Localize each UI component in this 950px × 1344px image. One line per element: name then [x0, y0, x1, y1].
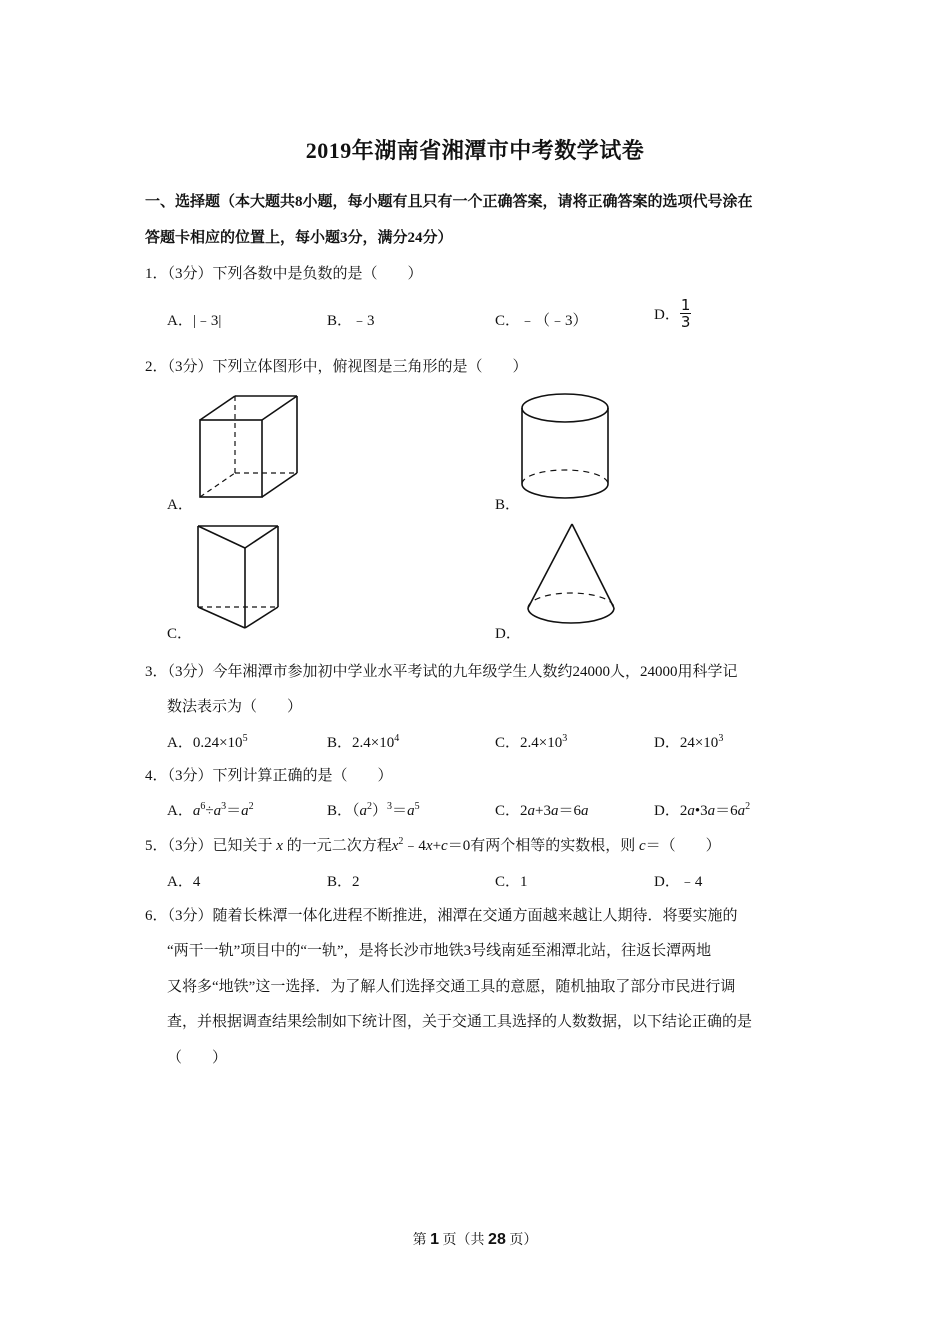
page-number: 1	[430, 1231, 440, 1248]
fraction-one-third	[680, 297, 692, 330]
question-3-option-c	[495, 731, 567, 752]
page-title: 2019年湖南省湘潭市中考数学试卷	[305, 138, 645, 163]
option-label: A．	[167, 803, 193, 819]
stem-text: 的一元二次方程	[286, 838, 392, 854]
option-exponent: 4	[394, 733, 400, 744]
fraction-denominator: 3	[680, 313, 691, 331]
option-label: D．	[654, 803, 680, 819]
triangular-prism-figure	[190, 520, 285, 635]
section-heading-line-1: 一、选择题（本大题共8小题，每小题有且只有一个正确答案，请将正确答案的选项代号涂在	[145, 194, 753, 210]
question-3-option-b	[327, 731, 399, 752]
option-d-label: D．	[654, 307, 680, 323]
question-5-option-b: B．2	[327, 874, 360, 890]
question-1-option-d	[654, 297, 691, 330]
footer-text: 页）	[509, 1233, 538, 1248]
variable-x: x	[276, 838, 283, 854]
option-base: 24×10	[679, 735, 719, 751]
question-5-option-a: A．4	[167, 874, 201, 890]
question-2-option-a: A．	[167, 497, 193, 513]
option-label: C．	[495, 735, 521, 751]
section-heading	[145, 184, 815, 256]
section-heading-line-2: 答题卡相应的位置上，每小题3分，满分24分）	[145, 230, 453, 246]
option-exponent: 5	[242, 733, 248, 744]
fraction-numerator: 1	[680, 296, 691, 314]
cube-figure	[190, 390, 305, 505]
option-base: 2.4×10	[352, 735, 395, 751]
stem-text: ＝（ ）	[645, 838, 721, 854]
footer-text: 页（共	[442, 1233, 485, 1248]
stem-text: 有两个相等的实数根，则	[470, 838, 636, 854]
option-exponent: 3	[718, 733, 724, 744]
option-exponent: 3	[562, 733, 568, 744]
variable-c: c	[638, 838, 646, 854]
question-2-option-d: D．	[495, 626, 521, 642]
option-label: D．	[654, 735, 680, 751]
question-1-option-c: C．﹣（﹣3）	[495, 313, 588, 329]
total-pages: 28	[488, 1231, 506, 1248]
question-5-stem: 5．（3分）已知关于 x 的一元二次方程$x^2﹣4x+c=0$有两个相等的实数根，则 c＝（ ）	[145, 836, 721, 854]
question-2-option-c: C．	[167, 626, 193, 642]
question-2-stem: 2．（3分）下列立体图形中，俯视图是三角形的是（ ）	[145, 359, 528, 375]
question-3-option-a	[167, 731, 248, 752]
question-6-line-4: 查，并根据调查结果绘制如下统计图，关于交通工具选择的人数数据，以下结论正确的是	[167, 1014, 753, 1030]
question-4-option-b: B．$(a^2)^3=a^5$	[327, 801, 420, 819]
option-base: 0.24×10	[192, 735, 243, 751]
question-1-option-b: B．﹣3	[327, 313, 375, 329]
cone-figure	[520, 518, 620, 633]
question-3-stem-line-2: 数法表示为（ ）	[167, 699, 303, 715]
question-6-line-3: 又将多“地铁”这一选择．为了解人们选择交通工具的意愿，随机抽取了部分市民进行调	[167, 979, 736, 995]
question-2-option-b: B．	[495, 497, 521, 513]
stem-text: 5．（3分）已知关于	[145, 838, 273, 854]
question-4-option-a: A．$a^6\div a^3=a^2$	[167, 801, 254, 819]
option-label: C．	[495, 803, 521, 819]
cylinder-figure	[515, 388, 615, 508]
footer-text: 第	[412, 1233, 427, 1248]
question-1-stem: 1．（3分）下列各数中是负数的是（ ）	[145, 266, 423, 282]
question-6-line-2: “两干一轨”项目中的“一轨”，是将长沙市地铁3号线南延至湘潭北站，往返长潭两地	[167, 943, 712, 959]
question-4-option-c: C．2a+3a＝6a	[495, 803, 589, 819]
question-5-option-c: C．1	[495, 874, 528, 890]
question-6-line-1: 6．（3分）随着长株潭一体化进程不断推进，湘潭在交通方面越来越让人期待．将要实施的	[145, 908, 738, 924]
option-base: 2.4×10	[520, 735, 563, 751]
question-3-option-d	[654, 731, 723, 752]
question-5-option-d: D．﹣4	[654, 874, 703, 890]
question-4-option-d: D．$2a•3a=6a^2$	[654, 801, 751, 819]
option-label: A．	[167, 735, 193, 751]
question-6-line-5: （ ）	[167, 1050, 228, 1066]
question-4-stem: 4．（3分）下列计算正确的是（ ）	[145, 768, 393, 784]
page-footer	[0, 1229, 950, 1249]
option-label: B．	[327, 735, 353, 751]
question-3-stem-line-1: 3．（3分）今年湘潭市参加初中学业水平考试的九年级学生人数约24000人，24000用科学记	[145, 664, 738, 680]
question-1-option-a: A．|﹣3|	[167, 313, 222, 329]
option-label: B．	[327, 803, 353, 819]
